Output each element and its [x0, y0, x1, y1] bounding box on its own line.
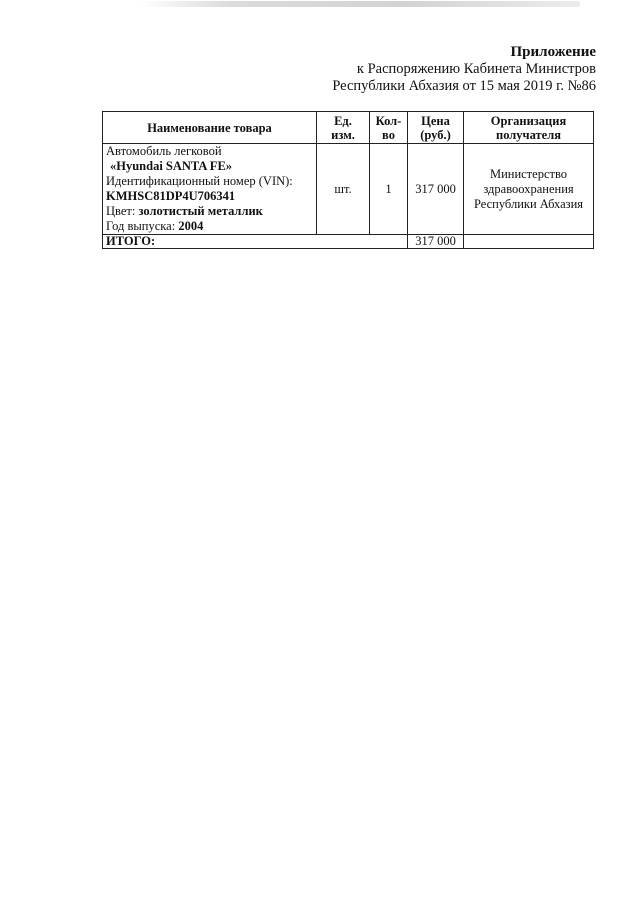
item-price: 317 000	[408, 144, 464, 235]
column-header-organization: Организация получателя	[464, 112, 594, 144]
total-price: 317 000	[408, 235, 464, 249]
item-qty: 1	[370, 144, 408, 235]
table-row	[103, 144, 594, 235]
item-unit: шт.	[317, 144, 370, 235]
appendix-title: Приложение	[510, 44, 596, 60]
goods-table	[102, 111, 594, 249]
column-header-name: Наименование товара	[103, 112, 317, 144]
item-organization: Министерство здравоохранения Республики Абхазия	[464, 144, 594, 235]
item-color: Цвет: золотистый металлик	[106, 204, 263, 218]
item-type: Автомобиль легковой	[106, 144, 222, 158]
appendix-subtitle-line2: Республики Абхазия от 15 мая 2019 г. №86	[332, 78, 596, 94]
column-header-price: Цена (руб.)	[408, 112, 464, 144]
scan-artifact	[140, 1, 580, 7]
appendix-header	[332, 44, 596, 95]
item-year: Год выпуска: 2004	[106, 219, 204, 233]
table-header-row	[103, 112, 594, 144]
total-organization-empty	[464, 235, 594, 249]
item-vin-label: Идентификационный номер (VIN):	[106, 174, 293, 188]
column-header-qty: Кол- во	[370, 112, 408, 144]
item-description	[103, 144, 317, 235]
column-header-unit: Ед. изм.	[317, 112, 370, 144]
item-model: «Hyundai SANTA FE»	[110, 159, 233, 173]
appendix-subtitle-line1: к Распоряжению Кабинета Министров	[356, 61, 596, 77]
total-row	[103, 235, 594, 249]
item-vin: KMHSC81DP4U706341	[106, 189, 236, 203]
total-label: ИТОГО:	[103, 235, 408, 249]
